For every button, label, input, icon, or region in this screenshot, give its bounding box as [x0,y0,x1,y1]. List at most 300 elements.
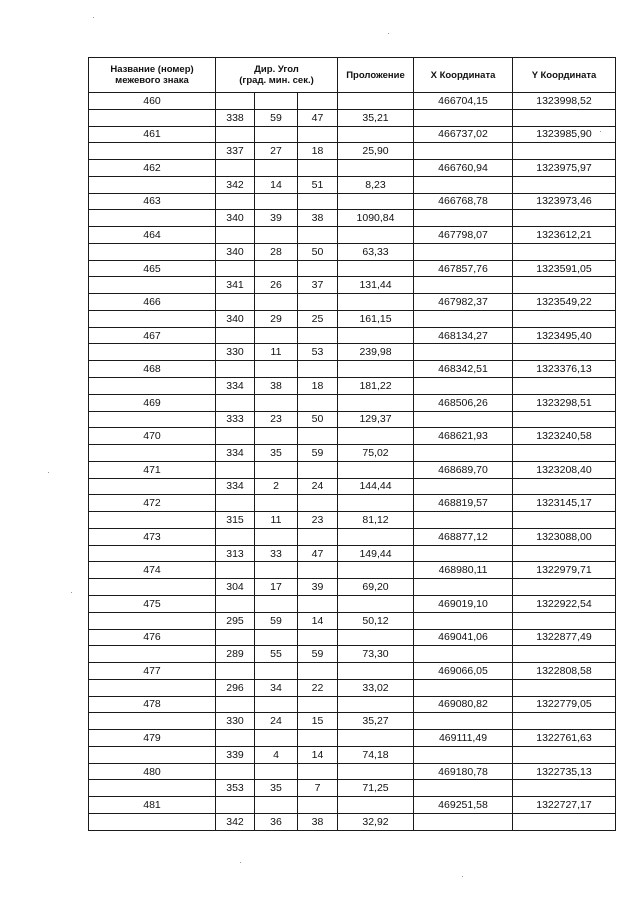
y-coordinate: 1323591,05 [513,260,616,277]
angle-minutes: 55 [255,646,298,663]
segment-distance: 75,02 [338,445,414,462]
angle-seconds: 22 [298,679,338,696]
empty-cell [414,679,513,696]
y-coordinate: 1323208,40 [513,461,616,478]
empty-cell [216,528,255,545]
empty-cell [513,176,616,193]
empty-cell [255,797,298,814]
empty-cell [414,210,513,227]
header-name-line1: Название (номер) [110,64,194,75]
point-row [89,193,616,210]
segment-row [89,579,616,596]
angle-degrees: 340 [216,210,255,227]
segment-row [89,713,616,730]
segment-distance: 239,98 [338,344,414,361]
empty-cell [414,411,513,428]
point-name: 476 [89,629,216,646]
angle-seconds: 25 [298,310,338,327]
empty-cell [89,646,216,663]
empty-cell [89,143,216,160]
empty-cell [298,193,338,210]
segment-row [89,310,616,327]
empty-cell [338,93,414,110]
y-coordinate: 1323985,90 [513,126,616,143]
empty-cell [216,361,255,378]
angle-degrees: 334 [216,378,255,395]
empty-cell [513,109,616,126]
point-name: 478 [89,696,216,713]
angle-degrees: 342 [216,176,255,193]
empty-cell [298,227,338,244]
empty-cell [338,227,414,244]
empty-cell [255,428,298,445]
scan-speck [462,876,463,877]
angle-degrees: 330 [216,344,255,361]
empty-cell [414,512,513,529]
segment-distance: 161,15 [338,310,414,327]
empty-cell [414,277,513,294]
empty-cell [255,763,298,780]
angle-degrees: 337 [216,143,255,160]
angle-minutes: 24 [255,713,298,730]
angle-seconds: 47 [298,545,338,562]
x-coordinate: 468980,11 [414,562,513,579]
angle-minutes: 59 [255,109,298,126]
empty-cell [513,512,616,529]
empty-cell [89,780,216,797]
empty-cell [89,545,216,562]
angle-seconds: 37 [298,277,338,294]
angle-minutes: 59 [255,612,298,629]
empty-cell [216,663,255,680]
x-coordinate: 466737,02 [414,126,513,143]
y-coordinate: 1323376,13 [513,361,616,378]
empty-cell [255,562,298,579]
y-coordinate: 1322735,13 [513,763,616,780]
header-angle-line2: (град. мин. сек.) [239,75,314,86]
empty-cell [89,378,216,395]
empty-cell [255,227,298,244]
empty-cell [216,797,255,814]
point-name: 460 [89,93,216,110]
empty-cell [338,629,414,646]
angle-minutes: 27 [255,143,298,160]
x-coordinate: 466768,78 [414,193,513,210]
angle-degrees: 342 [216,813,255,830]
empty-cell [216,495,255,512]
x-coordinate: 469066,05 [414,663,513,680]
empty-cell [338,327,414,344]
boundary-coordinates-table [88,57,616,831]
empty-cell [89,277,216,294]
empty-cell [89,109,216,126]
x-coordinate: 469180,78 [414,763,513,780]
empty-cell [513,713,616,730]
empty-cell [255,696,298,713]
x-coordinate: 468877,12 [414,528,513,545]
empty-cell [255,730,298,747]
empty-cell [216,730,255,747]
empty-cell [216,126,255,143]
x-coordinate: 468134,27 [414,327,513,344]
point-row [89,327,616,344]
empty-cell [89,746,216,763]
segment-row [89,411,616,428]
angle-seconds: 39 [298,579,338,596]
header-angle-line1: Дир. Угол [254,64,299,75]
point-row [89,126,616,143]
angle-degrees: 304 [216,579,255,596]
segment-row [89,176,616,193]
x-coordinate: 469019,10 [414,595,513,612]
angle-degrees: 339 [216,746,255,763]
x-coordinate: 468506,26 [414,394,513,411]
segment-distance: 149,44 [338,545,414,562]
empty-cell [89,176,216,193]
angle-minutes: 35 [255,780,298,797]
empty-cell [216,193,255,210]
segment-row [89,646,616,663]
scan-speck [600,131,601,132]
point-name: 479 [89,730,216,747]
empty-cell [255,126,298,143]
point-row [89,394,616,411]
empty-cell [414,176,513,193]
angle-minutes: 38 [255,378,298,395]
empty-cell [89,679,216,696]
empty-cell [89,210,216,227]
point-name: 472 [89,495,216,512]
point-row [89,797,616,814]
empty-cell [338,663,414,680]
empty-cell [513,210,616,227]
empty-cell [255,160,298,177]
empty-cell [513,780,616,797]
empty-cell [298,428,338,445]
point-row [89,361,616,378]
empty-cell [513,277,616,294]
angle-minutes: 39 [255,210,298,227]
point-name: 473 [89,528,216,545]
column-header-x: X Координата [414,58,513,93]
empty-cell [338,193,414,210]
angle-minutes: 33 [255,545,298,562]
empty-cell [338,160,414,177]
empty-cell [298,294,338,311]
x-coordinate: 466704,15 [414,93,513,110]
empty-cell [414,746,513,763]
angle-minutes: 14 [255,176,298,193]
empty-cell [513,478,616,495]
empty-cell [513,445,616,462]
y-coordinate: 1323145,17 [513,495,616,512]
segment-distance: 32,92 [338,813,414,830]
angle-minutes: 35 [255,445,298,462]
angle-seconds: 15 [298,713,338,730]
point-name: 471 [89,461,216,478]
empty-cell [216,327,255,344]
segment-distance: 73,30 [338,646,414,663]
point-name: 468 [89,361,216,378]
empty-cell [298,327,338,344]
y-coordinate: 1323088,00 [513,528,616,545]
empty-cell [89,579,216,596]
segment-distance: 35,27 [338,713,414,730]
empty-cell [89,310,216,327]
x-coordinate: 468819,57 [414,495,513,512]
y-coordinate: 1322779,05 [513,696,616,713]
point-row [89,696,616,713]
angle-seconds: 59 [298,646,338,663]
empty-cell [89,713,216,730]
empty-cell [298,361,338,378]
empty-cell [255,361,298,378]
scan-speck [93,17,94,18]
angle-seconds: 50 [298,243,338,260]
point-row [89,461,616,478]
empty-cell [513,813,616,830]
segment-row [89,679,616,696]
segment-row [89,143,616,160]
empty-cell [414,109,513,126]
empty-cell [338,696,414,713]
empty-cell [513,612,616,629]
y-coordinate: 1323549,22 [513,294,616,311]
segment-distance: 181,22 [338,378,414,395]
empty-cell [298,528,338,545]
empty-cell [414,545,513,562]
segment-row [89,612,616,629]
empty-cell [338,394,414,411]
segment-row [89,545,616,562]
angle-degrees: 313 [216,545,255,562]
column-header-distance: Проложение [338,58,414,93]
empty-cell [414,813,513,830]
empty-cell [513,378,616,395]
empty-cell [338,562,414,579]
angle-degrees: 333 [216,411,255,428]
column-header-angle [216,58,338,93]
segment-row [89,780,616,797]
angle-seconds: 50 [298,411,338,428]
empty-cell [338,763,414,780]
empty-cell [513,310,616,327]
point-row [89,260,616,277]
y-coordinate: 1323612,21 [513,227,616,244]
empty-cell [414,646,513,663]
angle-seconds: 53 [298,344,338,361]
x-coordinate: 467982,37 [414,294,513,311]
x-coordinate: 468621,93 [414,428,513,445]
empty-cell [414,713,513,730]
segment-row [89,277,616,294]
angle-degrees: 330 [216,713,255,730]
empty-cell [414,143,513,160]
empty-cell [89,411,216,428]
segment-row [89,512,616,529]
empty-cell [89,243,216,260]
empty-cell [338,495,414,512]
angle-seconds: 47 [298,109,338,126]
y-coordinate: 1323240,58 [513,428,616,445]
x-coordinate: 469080,82 [414,696,513,713]
angle-minutes: 34 [255,679,298,696]
point-name: 481 [89,797,216,814]
segment-row [89,378,616,395]
angle-seconds: 14 [298,746,338,763]
empty-cell [513,243,616,260]
empty-cell [255,495,298,512]
angle-degrees: 340 [216,243,255,260]
empty-cell [414,612,513,629]
empty-cell [298,696,338,713]
empty-cell [414,344,513,361]
angle-degrees: 295 [216,612,255,629]
segment-row [89,445,616,462]
segment-distance: 81,12 [338,512,414,529]
empty-cell [89,612,216,629]
scan-speck [240,862,241,863]
empty-cell [298,663,338,680]
angle-seconds: 18 [298,378,338,395]
angle-seconds: 51 [298,176,338,193]
point-row [89,528,616,545]
empty-cell [89,344,216,361]
empty-cell [216,696,255,713]
point-name: 477 [89,663,216,680]
empty-cell [255,461,298,478]
angle-seconds: 7 [298,780,338,797]
segment-row [89,243,616,260]
angle-seconds: 38 [298,210,338,227]
x-coordinate: 468689,70 [414,461,513,478]
y-coordinate: 1322922,54 [513,595,616,612]
empty-cell [338,428,414,445]
angle-minutes: 26 [255,277,298,294]
segment-distance: 129,37 [338,411,414,428]
x-coordinate: 467857,76 [414,260,513,277]
point-row [89,428,616,445]
empty-cell [255,663,298,680]
column-header-y: Y Координата [513,58,616,93]
segment-distance: 33,02 [338,679,414,696]
segment-distance: 69,20 [338,579,414,596]
angle-minutes: 23 [255,411,298,428]
angle-seconds: 23 [298,512,338,529]
segment-distance: 71,25 [338,780,414,797]
empty-cell [298,797,338,814]
point-name: 462 [89,160,216,177]
y-coordinate: 1323998,52 [513,93,616,110]
empty-cell [216,763,255,780]
empty-cell [414,579,513,596]
point-row [89,93,616,110]
angle-minutes: 4 [255,746,298,763]
point-name: 465 [89,260,216,277]
empty-cell [216,260,255,277]
angle-degrees: 338 [216,109,255,126]
angle-degrees: 353 [216,780,255,797]
scan-speck [48,472,49,473]
empty-cell [513,746,616,763]
empty-cell [298,629,338,646]
segment-distance: 35,21 [338,109,414,126]
empty-cell [216,595,255,612]
segment-distance: 74,18 [338,746,414,763]
angle-seconds: 24 [298,478,338,495]
empty-cell [255,193,298,210]
empty-cell [298,595,338,612]
point-row [89,227,616,244]
point-name: 464 [89,227,216,244]
y-coordinate: 1323495,40 [513,327,616,344]
point-name: 474 [89,562,216,579]
segment-row [89,210,616,227]
y-coordinate: 1323973,46 [513,193,616,210]
empty-cell [298,730,338,747]
empty-cell [255,260,298,277]
segment-distance: 25,90 [338,143,414,160]
empty-cell [216,160,255,177]
empty-cell [298,461,338,478]
empty-cell [513,679,616,696]
point-name: 480 [89,763,216,780]
segment-distance: 1090,84 [338,210,414,227]
point-row [89,294,616,311]
empty-cell [414,478,513,495]
point-name: 466 [89,294,216,311]
empty-cell [414,780,513,797]
angle-minutes: 2 [255,478,298,495]
x-coordinate: 469251,58 [414,797,513,814]
angle-degrees: 289 [216,646,255,663]
point-row [89,160,616,177]
empty-cell [216,294,255,311]
table-header-row [89,58,616,93]
segment-row [89,109,616,126]
x-coordinate: 469041,06 [414,629,513,646]
empty-cell [513,545,616,562]
empty-cell [513,143,616,160]
column-header-name [89,58,216,93]
angle-minutes: 11 [255,512,298,529]
angle-seconds: 59 [298,445,338,462]
angle-minutes: 11 [255,344,298,361]
x-coordinate: 469111,49 [414,730,513,747]
point-row [89,763,616,780]
segment-row [89,478,616,495]
empty-cell [216,227,255,244]
empty-cell [414,378,513,395]
point-row [89,595,616,612]
angle-minutes: 29 [255,310,298,327]
angle-degrees: 340 [216,310,255,327]
header-name-line2: межевого знака [115,75,189,86]
scan-speck [71,592,72,593]
empty-cell [298,260,338,277]
x-coordinate: 468342,51 [414,361,513,378]
empty-cell [338,294,414,311]
point-name: 469 [89,394,216,411]
scan-speck [388,33,389,34]
empty-cell [414,310,513,327]
empty-cell [298,495,338,512]
empty-cell [338,797,414,814]
empty-cell [89,478,216,495]
segment-row [89,813,616,830]
empty-cell [513,411,616,428]
segment-row [89,344,616,361]
